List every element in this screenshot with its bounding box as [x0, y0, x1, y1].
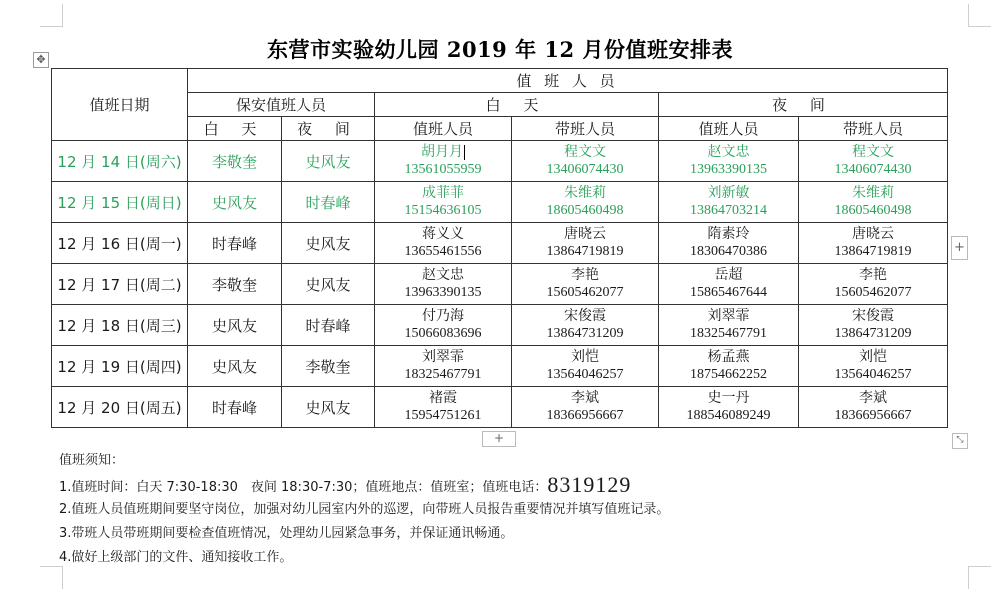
cell-night-lead[interactable]	[799, 223, 948, 264]
person-name: 李斌	[859, 390, 887, 406]
person-name: 宋俊霞	[852, 308, 894, 324]
person-name: 刘翠霏	[422, 349, 464, 365]
notes-line-1-text: 1.值班时间：白天 7:30-18:30 夜间 18:30-7:30；值班地点：值班室；值班电话：	[59, 480, 548, 495]
table-move-handle-icon[interactable]: ✥	[33, 52, 49, 68]
cell-security-night[interactable]: 史风友	[282, 141, 375, 182]
cell-security-night[interactable]: 时春峰	[282, 305, 375, 346]
person-name: 李斌	[571, 390, 599, 406]
cell-date[interactable]: 12 月 14 日(周六)	[52, 141, 188, 182]
cell-day-duty[interactable]	[375, 223, 512, 264]
phone-number: 18754662252	[690, 367, 767, 382]
phone-number: 13655461556	[404, 244, 482, 259]
cell-day-lead[interactable]	[512, 223, 659, 264]
person-name: 唐晓云	[564, 226, 606, 242]
person-name: 唐晓云	[852, 226, 894, 242]
cell-night-lead[interactable]	[799, 141, 948, 182]
person-name: 刘恺	[571, 349, 599, 365]
cell-date[interactable]: 12 月 16 日(周一)	[52, 223, 188, 264]
document-title: 东营市实验幼儿园 2019 年 12 月份值班安排表	[267, 37, 733, 62]
header-night-label: 夜 间	[772, 96, 834, 114]
phone-number: 13406074430	[834, 162, 912, 177]
cell-day-lead[interactable]	[512, 387, 659, 428]
cell-night-lead[interactable]	[799, 264, 948, 305]
person-name: 岳超	[714, 267, 743, 283]
table-row	[52, 305, 948, 346]
cell-night-duty[interactable]	[659, 264, 799, 305]
table-resize-icon[interactable]: ⤡	[952, 433, 968, 449]
person-name: 李艳	[571, 267, 599, 283]
person-name: 胡月月	[421, 144, 463, 160]
duty-notes	[59, 449, 959, 570]
table-row	[52, 346, 948, 387]
cell-security-day[interactable]: 时春峰	[188, 387, 282, 428]
cell-night-lead[interactable]	[799, 182, 948, 223]
person-name: 程文文	[564, 144, 606, 160]
phone-number: 15154636105	[404, 203, 482, 218]
cell-day-duty[interactable]	[375, 346, 512, 387]
phone-number: 13564046257	[834, 367, 912, 382]
person-name: 刘翠霏	[707, 308, 750, 324]
cell-security-day[interactable]: 史风友	[188, 305, 282, 346]
phone-number: 18605460498	[834, 203, 912, 218]
cell-security-day[interactable]: 时春峰	[188, 223, 282, 264]
phone-number: 188546089249	[686, 408, 771, 423]
cell-night-duty[interactable]	[659, 346, 799, 387]
cell-date[interactable]: 12 月 20 日(周五)	[52, 387, 188, 428]
cell-security-night[interactable]: 时春峰	[282, 182, 375, 223]
phone-number: 15605462077	[834, 285, 912, 300]
add-column-icon[interactable]: +	[482, 431, 516, 447]
page-corner-mark	[968, 4, 991, 27]
phone-number: 13864719819	[546, 244, 624, 259]
phone-number: 15954751261	[404, 408, 482, 423]
text-cursor	[464, 145, 465, 160]
cell-date[interactable]: 12 月 19 日(周四)	[52, 346, 188, 387]
cell-security-night[interactable]: 史风友	[282, 264, 375, 305]
header-security-day-label: 白 天	[203, 120, 266, 138]
cell-day-duty[interactable]	[375, 141, 512, 182]
cell-night-duty[interactable]	[659, 305, 799, 346]
person-name: 褚霞	[429, 390, 457, 406]
add-row-icon[interactable]: +	[951, 236, 968, 260]
person-name: 刘恺	[859, 349, 887, 365]
cell-date[interactable]: 12 月 15 日(周日)	[52, 182, 188, 223]
phone-number: 15865467644	[690, 285, 767, 300]
header-security-day[interactable]	[188, 117, 282, 141]
header-day-lead[interactable]: 带班人员	[512, 117, 659, 141]
table-row	[52, 264, 948, 305]
person-name: 朱维莉	[852, 185, 894, 201]
person-name: 成菲菲	[422, 185, 464, 201]
table-row	[52, 141, 948, 182]
phone-number: 18366956667	[546, 408, 624, 423]
phone-number: 13864703214	[690, 203, 767, 218]
person-name: 朱维莉	[564, 185, 606, 201]
cell-day-lead[interactable]	[512, 141, 659, 182]
header-day-label: 白 天	[485, 96, 548, 114]
person-name: 程文文	[852, 144, 894, 160]
person-name: 宋俊霞	[564, 308, 606, 324]
person-name: 刘新敏	[707, 185, 750, 201]
header-security-night[interactable]	[282, 117, 375, 141]
cell-night-duty[interactable]	[659, 182, 799, 223]
phone-number: 15066083696	[404, 326, 482, 341]
page-corner-mark	[40, 4, 63, 27]
cell-security-day[interactable]: 史风友	[188, 346, 282, 387]
cell-day-lead[interactable]	[512, 305, 659, 346]
phone-number: 13561055959	[404, 162, 482, 177]
cell-night-duty[interactable]	[659, 223, 799, 264]
person-name: 史一丹	[707, 390, 750, 406]
phone-number: 18306470386	[690, 244, 767, 259]
cell-day-duty[interactable]	[375, 182, 512, 223]
cell-day-duty[interactable]	[375, 305, 512, 346]
phone-number: 13864731209	[546, 326, 624, 341]
phone-number: 13864731209	[834, 326, 912, 341]
header-security-night-label: 夜 间	[297, 120, 359, 138]
phone-number: 18325467791	[690, 326, 767, 341]
cell-security-day[interactable]: 李敬奎	[188, 264, 282, 305]
person-name: 隋素玲	[707, 226, 750, 242]
cell-night-lead[interactable]	[799, 305, 948, 346]
header-night-duty[interactable]: 值班人员	[659, 117, 799, 141]
cell-date[interactable]: 12 月 17 日(周二)	[52, 264, 188, 305]
cell-day-duty[interactable]	[375, 264, 512, 305]
table-row	[52, 387, 948, 428]
cell-night-lead[interactable]	[799, 346, 948, 387]
header-security[interactable]: 保安值班人员	[188, 93, 375, 117]
phone-number: 13564046257	[546, 367, 624, 382]
cell-security-day[interactable]: 史风友	[188, 182, 282, 223]
cell-night-duty[interactable]	[659, 141, 799, 182]
phone-number: 18605460498	[546, 203, 624, 218]
person-name: 赵文忠	[422, 267, 464, 283]
header-staff[interactable]	[188, 69, 948, 93]
phone-number: 13864719819	[834, 244, 912, 259]
person-name: 赵文忠	[707, 144, 750, 160]
cell-security-night[interactable]: 李敬奎	[282, 346, 375, 387]
cell-night-lead[interactable]	[799, 387, 948, 428]
cell-date[interactable]: 12 月 18 日(周三)	[52, 305, 188, 346]
person-name: 付乃海	[422, 308, 464, 324]
table-row	[52, 223, 948, 264]
phone-number: 15605462077	[546, 285, 624, 300]
notes-heading: 值班须知：	[59, 453, 125, 468]
duty-phone-number: 8319129	[547, 472, 632, 497]
phone-number: 18325467791	[404, 367, 482, 382]
cell-security-day[interactable]: 李敬奎	[188, 141, 282, 182]
header-day-duty[interactable]: 值班人员	[375, 117, 512, 141]
person-name: 李艳	[859, 267, 887, 283]
notes-line-4: 4.做好上级部门的文件、通知接收工作。	[59, 550, 293, 565]
cell-day-lead[interactable]	[512, 182, 659, 223]
person-name: 蒋义义	[422, 226, 464, 242]
notes-line-1	[59, 473, 959, 497]
header-night[interactable]	[659, 93, 948, 117]
header-day[interactable]	[375, 93, 659, 117]
cell-night-duty[interactable]	[659, 387, 799, 428]
cell-day-lead[interactable]	[512, 264, 659, 305]
notes-line-2: 2.值班人员值班期间要坚守岗位，加强对幼儿园室内外的巡逻，向带班人员报告重要情况并填写值班记录。	[59, 502, 670, 517]
cell-day-lead[interactable]	[512, 346, 659, 387]
phone-number: 13406074430	[546, 162, 624, 177]
cell-security-night[interactable]: 史风友	[282, 387, 375, 428]
cell-security-night[interactable]: 史风友	[282, 223, 375, 264]
phone-number: 13963390135	[690, 162, 767, 177]
notes-line-3: 3.带班人员带班期间要检查值班情况，处理幼儿园紧急事务，并保证通讯畅通。	[59, 526, 514, 541]
header-staff-label: 值 班 人 员	[516, 72, 619, 90]
cell-day-duty[interactable]	[375, 387, 512, 428]
header-date[interactable]: 值班日期	[52, 69, 188, 141]
phone-number: 18366956667	[834, 408, 912, 423]
phone-number: 13963390135	[404, 285, 482, 300]
page-corner-mark	[968, 566, 991, 589]
person-name: 杨孟燕	[707, 349, 750, 365]
header-night-lead[interactable]: 带班人员	[799, 117, 948, 141]
duty-schedule-table	[51, 68, 948, 428]
table-row	[52, 182, 948, 223]
